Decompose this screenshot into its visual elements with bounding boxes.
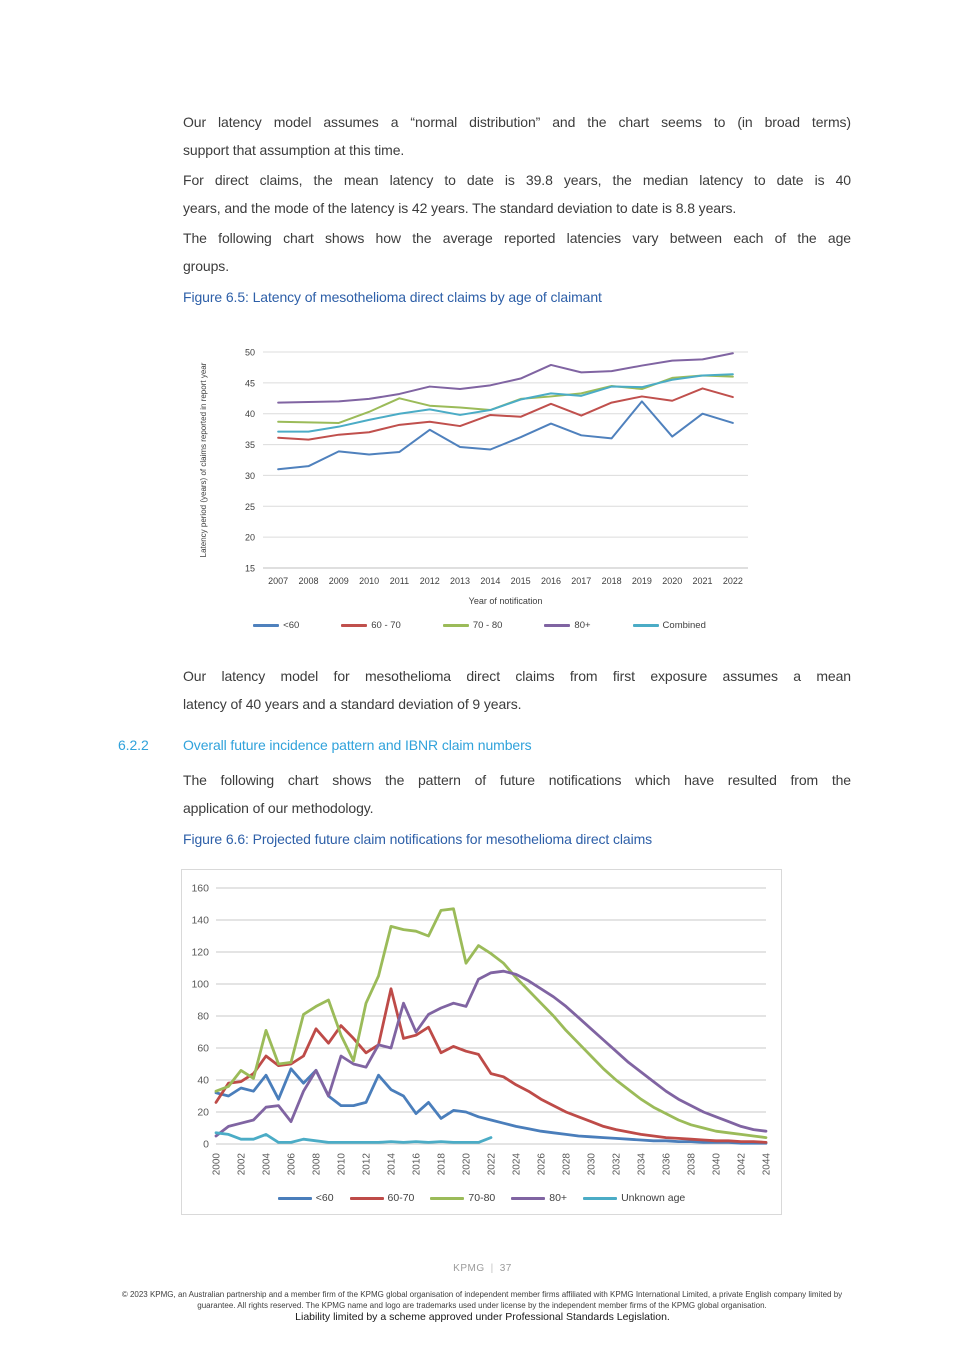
svg-text:80: 80 bbox=[197, 1010, 209, 1023]
svg-text:2015: 2015 bbox=[510, 576, 531, 586]
legend-label: 60 - 70 bbox=[371, 620, 401, 631]
figure-6-6-chart-frame bbox=[181, 869, 782, 1215]
svg-text:2036: 2036 bbox=[661, 1153, 673, 1176]
svg-text:15: 15 bbox=[244, 563, 255, 574]
legend-item-unknown-age bbox=[583, 1192, 685, 1204]
legend-label: 70-80 bbox=[468, 1192, 496, 1204]
svg-text:60: 60 bbox=[197, 1042, 209, 1055]
svg-text:160: 160 bbox=[191, 882, 209, 895]
legend-label: <60 bbox=[283, 620, 300, 631]
section-number: 6.2.2 bbox=[118, 737, 149, 753]
legend-item-70-80 bbox=[430, 1192, 495, 1204]
svg-text:2034: 2034 bbox=[636, 1153, 648, 1176]
legend-item--60 bbox=[253, 620, 299, 631]
svg-text:2016: 2016 bbox=[540, 576, 561, 586]
svg-text:45: 45 bbox=[244, 378, 255, 389]
figure-6-6-caption: Figure 6.6: Projected future claim notifications for mesothelioma direct claims bbox=[183, 831, 653, 847]
legend-line-swatch bbox=[583, 1197, 617, 1200]
legend-line-swatch bbox=[430, 1197, 464, 1200]
svg-text:2010: 2010 bbox=[336, 1153, 348, 1176]
svg-text:2014: 2014 bbox=[480, 576, 501, 586]
figure-6-5-caption: Figure 6.5: Latency of mesothelioma direct claims by age of claimant bbox=[183, 289, 602, 305]
legend-label: 80+ bbox=[574, 620, 591, 631]
svg-text:2002: 2002 bbox=[236, 1153, 248, 1176]
footer-page-number: 37 bbox=[499, 1263, 512, 1274]
svg-text:2018: 2018 bbox=[436, 1153, 448, 1176]
figure-6-5-chart bbox=[192, 340, 767, 612]
svg-text:2032: 2032 bbox=[611, 1153, 623, 1176]
figure-6-6-chart bbox=[182, 870, 781, 1190]
svg-text:2008: 2008 bbox=[311, 1153, 323, 1176]
legend-label: 80+ bbox=[549, 1192, 568, 1204]
svg-text:50: 50 bbox=[244, 347, 255, 358]
legend-line-swatch bbox=[633, 624, 659, 627]
svg-text:2012: 2012 bbox=[419, 576, 440, 586]
svg-text:2019: 2019 bbox=[631, 576, 652, 586]
svg-text:100: 100 bbox=[191, 978, 209, 991]
svg-text:0: 0 bbox=[203, 1138, 209, 1151]
copyright-notice: © 2023 KPMG, an Australian partnership and a member firm of the KPMG global organisation of independent member firms affiliated with KPMG International Limited, a private English company limited by guarantee. All rights reserved. The KPMG name and logo are trademarks used under license by the independent member firms of the KPMG global organisation. bbox=[121, 1290, 843, 1310]
paragraph-future-notifications: The following chart shows the pattern of future notifications which have resulted from the application of our methodology. bbox=[183, 772, 851, 816]
svg-text:2020: 2020 bbox=[461, 1153, 473, 1176]
svg-text:40: 40 bbox=[244, 409, 255, 420]
svg-text:2018: 2018 bbox=[601, 576, 622, 586]
legend-label: Combined bbox=[662, 620, 706, 631]
legend-label: 60-70 bbox=[387, 1192, 415, 1204]
footer-separator: | bbox=[490, 1263, 494, 1274]
legend-item--60 bbox=[278, 1192, 334, 1204]
legend-item-combined bbox=[633, 620, 706, 631]
svg-text:2009: 2009 bbox=[328, 576, 349, 586]
legend-item-80+ bbox=[511, 1192, 567, 1204]
svg-text:2028: 2028 bbox=[561, 1153, 573, 1176]
svg-text:25: 25 bbox=[244, 501, 255, 512]
svg-text:2024: 2024 bbox=[511, 1153, 523, 1176]
legend-line-swatch bbox=[350, 1197, 384, 1200]
figure-6-6-legend bbox=[182, 1192, 781, 1204]
svg-text:2021: 2021 bbox=[692, 576, 713, 586]
legend-label: Unknown age bbox=[621, 1192, 686, 1204]
svg-text:2010: 2010 bbox=[359, 576, 380, 586]
paragraph-chart-intro-latency: The following chart shows how the average reported latencies vary between each of the age groups. bbox=[183, 230, 851, 274]
svg-text:40: 40 bbox=[197, 1074, 209, 1087]
svg-text:2006: 2006 bbox=[286, 1153, 298, 1176]
svg-text:35: 35 bbox=[244, 440, 255, 451]
svg-text:2000: 2000 bbox=[211, 1153, 223, 1176]
svg-text:Latency period (years) of clai: Latency period (years) of claims reported in report year bbox=[199, 362, 208, 558]
legend-line-swatch bbox=[511, 1197, 545, 1200]
svg-text:2008: 2008 bbox=[298, 576, 319, 586]
svg-text:20: 20 bbox=[197, 1106, 209, 1119]
svg-text:140: 140 bbox=[191, 914, 209, 927]
svg-text:2020: 2020 bbox=[662, 576, 683, 586]
legend-item-80+ bbox=[544, 620, 590, 631]
footer-brand: KPMG bbox=[453, 1263, 485, 1274]
svg-text:2026: 2026 bbox=[536, 1153, 548, 1176]
svg-text:2017: 2017 bbox=[571, 576, 592, 586]
legend-item-60-70 bbox=[350, 1192, 415, 1204]
svg-text:2042: 2042 bbox=[736, 1153, 748, 1176]
svg-text:2030: 2030 bbox=[586, 1153, 598, 1176]
svg-text:2014: 2014 bbox=[386, 1153, 398, 1176]
legend-label: 70 - 80 bbox=[472, 620, 503, 631]
svg-text:2007: 2007 bbox=[268, 576, 289, 586]
svg-text:2044: 2044 bbox=[761, 1153, 773, 1176]
figure-6-5-legend bbox=[192, 620, 767, 631]
svg-text:2004: 2004 bbox=[261, 1153, 273, 1176]
svg-text:30: 30 bbox=[244, 470, 255, 481]
svg-text:2016: 2016 bbox=[411, 1153, 423, 1176]
svg-text:2038: 2038 bbox=[686, 1153, 698, 1176]
legend-item-60-70 bbox=[341, 620, 401, 631]
legend-line-swatch bbox=[253, 624, 279, 627]
legend-line-swatch bbox=[341, 624, 367, 627]
svg-text:2022: 2022 bbox=[722, 576, 743, 586]
svg-text:2011: 2011 bbox=[389, 576, 410, 586]
legend-line-swatch bbox=[443, 624, 469, 627]
svg-text:2013: 2013 bbox=[450, 576, 471, 586]
paragraph-direct-claims-stats: For direct claims, the mean latency to date is 39.8 years, the median latency to date is 40 years, and the mode of the latency is 42 years. The standard deviation to date is 8.8 years. bbox=[183, 172, 851, 216]
paragraph-normal-distribution: Our latency model assumes a “normal distribution” and the chart seems to (in broad terms) support that assumption at this time. bbox=[183, 114, 851, 158]
legend-line-swatch bbox=[278, 1197, 312, 1200]
legend-label: <60 bbox=[315, 1192, 334, 1204]
svg-text:120: 120 bbox=[191, 946, 209, 959]
svg-text:2040: 2040 bbox=[711, 1153, 723, 1176]
svg-text:2012: 2012 bbox=[361, 1153, 373, 1176]
paragraph-latency-model-assumption: Our latency model for mesothelioma direct claims from first exposure assumes a mean latency of 40 years and a standard deviation of 9 years. bbox=[183, 668, 851, 712]
svg-text:Year of notification: Year of notification bbox=[468, 596, 543, 606]
legend-line-swatch bbox=[544, 624, 570, 627]
page-footer bbox=[0, 1263, 965, 1274]
legend-item-70-80 bbox=[443, 620, 503, 631]
svg-text:20: 20 bbox=[244, 532, 255, 543]
section-title: Overall future incidence pattern and IBNR claim numbers bbox=[183, 737, 532, 753]
svg-text:2022: 2022 bbox=[486, 1153, 498, 1176]
liability-statement: Liability limited by a scheme approved under Professional Standards Legislation. bbox=[295, 1311, 670, 1323]
